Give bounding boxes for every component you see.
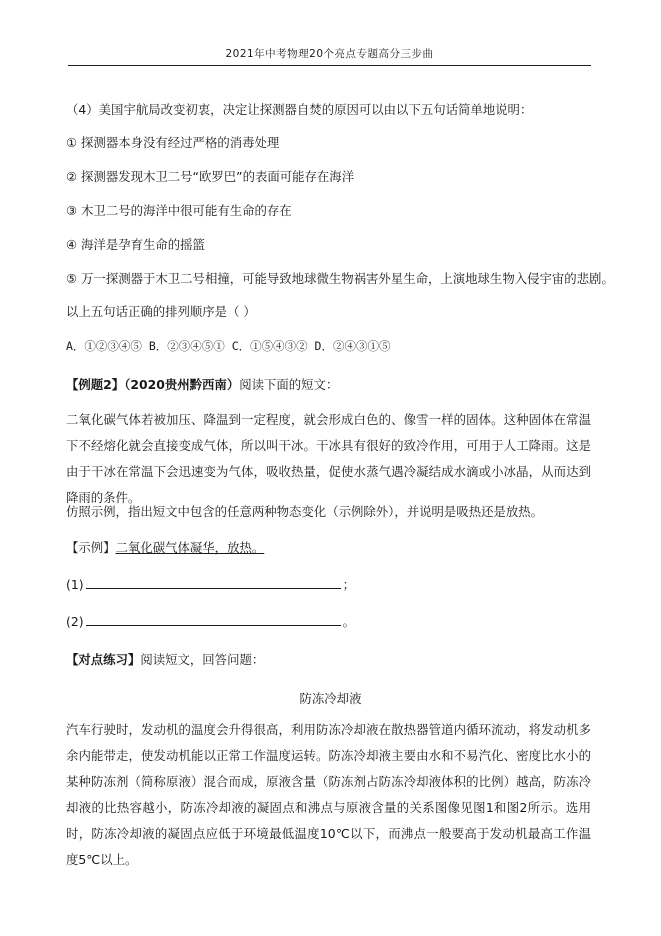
passage-title: 防冻冷却液 [299,691,362,706]
example-2-instruction: 仿照示例，指出短文中包含的任意两种物态变化（示例除外），并说明是吸热还是放热。 [66,504,544,519]
statement-1: ① 探测器本身没有经过严格的消毒处理 [66,135,280,150]
sample-answer: 二氧化碳气体凝华，放热。 [115,540,265,555]
order-prompt: 以上五句话正确的排列顺序是（ ） [66,304,256,319]
answer-line-1 [66,575,355,595]
question-4-intro: （4）美国宇航局改变初衷，决定让探测器自焚的原因可以由以下五句话简单地说明： [66,102,533,117]
blank-1-field[interactable] [86,575,341,589]
blank-2-label: (2) [66,614,84,629]
example-2-heading [66,375,338,395]
practice-label: 【对点练习】 [66,652,141,667]
blank-1-end: ； [342,577,355,592]
practice-passage: 汽车行驶时，发动机的温度会升得很高，利用防冻冷却液在散热器管道内循环流动，将发动机多余内能带走，使发动机能以正常工作温度运转。防冻冷却液主要由水和不易汽化、密度比水小的某种防冻剂（简称原液）混合而成，原液含量（防冻剂占防冻冷却液体积的比例）越高，防冻冷却液的比热容越小，防冻冷却液的凝固点和沸点与原液含量的关系图像见图1和图2所示。选用时，防冻冷却液的凝固点应低于环境最低温度10℃以下，而沸点一般要高于发动机最高工作温度5℃以上。 [66,722,591,867]
statement-4: ④ 海洋是孕育生命的摇篮 [66,237,205,252]
example-2-label: 【例题2】 [66,377,125,392]
blank-2-field[interactable] [86,612,341,626]
page-header: 2021年中考物理20个亮点专题高分三步曲 [68,46,591,66]
example-2-passage: 二氧化碳气体若被加压、降温到一定程度，就会形成白色的、像雪一样的固体。这种固体在常温下不经熔化就会直接变成气体，所以叫干冰。干冰具有很好的致冷作用，可用于人工降雨。这是由于干冰在常温下会迅速变为气体，吸收热量，促使水蒸气遇冷凝结成水滴或小冰晶，从而达到降雨的条件。 [66,412,591,505]
statement-2: ② 探测器发现木卫二号“欧罗巴”的表面可能存在海洋 [66,169,355,184]
practice-heading [66,650,264,670]
statement-5: ⑤ 万一探测器于木卫二号相撞，可能导致地球微生物祸害外星生命，上演地球生物入侵宇宙的悲剧。 [66,271,614,286]
sample-label: 【示例】 [66,540,116,555]
answer-options: A．①②③④⑤ B．②③④⑤① C．①⑤④③② D．②④③①⑤ [66,339,391,353]
sample-line [66,538,264,558]
answer-line-2 [66,612,355,632]
blank-1-label: (1) [66,577,84,592]
practice-lead: 阅读短文，回答问题： [140,652,265,667]
blank-2-end: 。 [342,614,355,629]
example-2-lead: 阅读下面的短文： [239,377,339,392]
example-2-source: （2020贵州黔西南） [124,377,240,392]
statement-3: ③ 木卫二号的海洋中很可能有生命的存在 [66,203,292,218]
